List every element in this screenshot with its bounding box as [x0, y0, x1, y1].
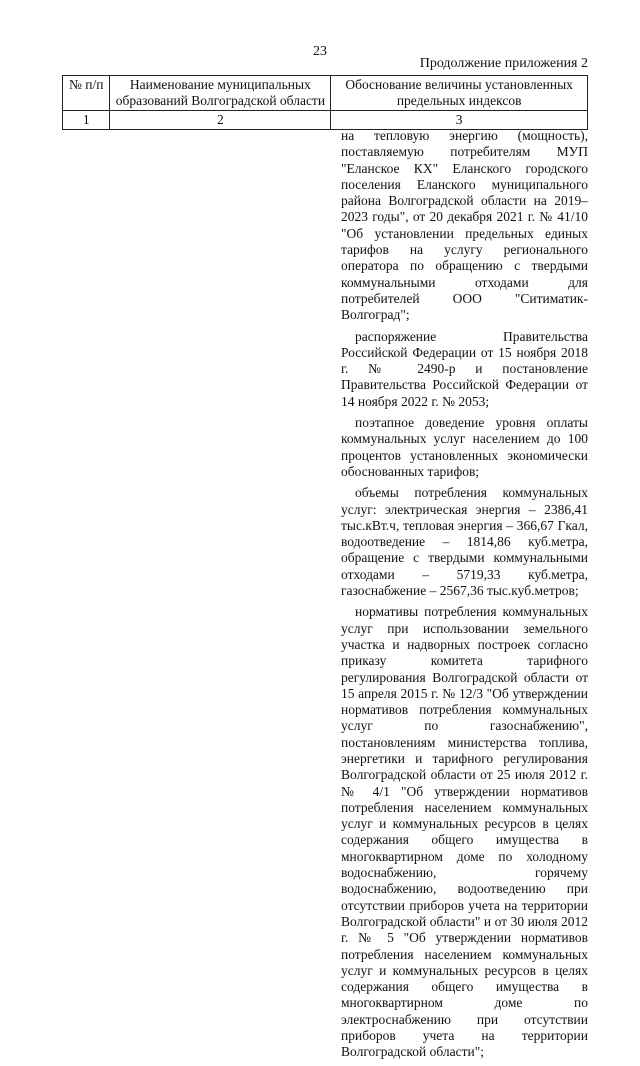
column-justification-header: Обоснование величины установленных предельных индексов: [331, 76, 588, 111]
justification-text-column: [341, 128, 588, 1066]
column-2-number: 2: [110, 111, 331, 130]
paragraph-government-orders: распоряжение Правительства Российской Федерации от 15 ноября 2018 г. № 2490-р и постановление Правительства Российской Федерации от 14 ноября 2022 г. № 2053;: [341, 328, 588, 409]
page-number: 23: [313, 44, 327, 59]
column-1-number: 1: [63, 111, 110, 130]
paragraph-consumption-volumes: объемы потребления коммунальных услуг: электрическая энергия – 2386,41 тыс.кВт.ч, тепловая энергия – 366,67 Гкал, водоотведение – 1814,86 куб.метра, обращение с твердыми коммунальными отходами – 5719,33 куб.метра, газоснабжение – 2567,36 тыс.куб.метров;: [341, 485, 588, 599]
column-municipality-header: Наименование муниципальных образований Волгоградской области: [110, 76, 331, 111]
paragraph-consumption-norms: нормативы потребления коммунальных услуг при использовании земельного участка и надворных построек согласно приказу комитета тарифного регулирования Волгоградской области от 15 апреля 2015 г. № 12/3 "Об утверждении нормативов потребления коммунальных услуг по газоснабжению", постановлениям министерства топлива, энергетики и тарифного регулирования Волгоградской области от 25 июля 2012 г. № 4/1 "Об утверждении нормативов потребления населением коммунальных услуг и коммунальных ресурсов в целях содержания общего имущества в многоквартирном доме по холодному водоснабжению, горячему водоснабжению, водоотведению при отсутствии приборов учета на территории Волгоградской области" и от 30 июля 2012 г. № 5 "Об утверждении нормативов потребления населением коммунальных услуг и коммунальных ресурсов в целях содержания общего имущества в многоквартирном доме по электроснабжению при отсутствии приборов учета на территории Волгоградской области";: [341, 604, 588, 1060]
header-title-row: [63, 76, 588, 111]
appendix-table-header: [62, 75, 588, 130]
paragraph-payment-level: поэтапное доведение уровня оплаты коммунальных услуг населением до 100 процентов установленных экономически обоснованных тарифов;: [341, 415, 588, 479]
column-number-header: № п/п: [63, 76, 110, 111]
paragraph-tariff-decisions: на тепловую энергию (мощность), поставляемую потребителям МУП "Еланское КХ" Еланского городского поселения Еланского муниципального района Волгоградской области на 2019–2023 годы", от 20 декабря 2021 г. № 41/10 "Об установлении предельных единых тарифов на услугу регионального оператора по обращению с твердыми коммунальными отходами для потребителей ООО "Ситиматик-Волгоград";: [341, 128, 588, 323]
column-3-number: 3: [331, 111, 588, 130]
appendix-continuation-note: Продолжение приложения 2: [419, 56, 588, 71]
header-number-row: [63, 111, 588, 130]
